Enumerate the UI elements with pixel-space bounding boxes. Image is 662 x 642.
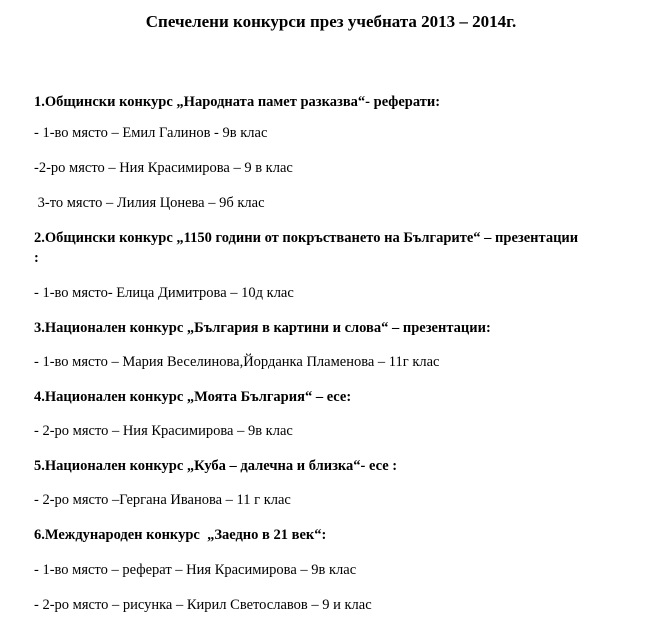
section-4-entry-1: - 2-ро място – Ния Красимирова – 9в клас — [34, 423, 293, 439]
section-2-heading: 2.Общински конкурс „1150 години от покръстването на Българите“ – презентации — [34, 230, 579, 246]
section-5-heading: 5.Национален конкурс „Куба – далечна и близка“- есе : — [34, 458, 398, 474]
section-6-heading: 6.Международен конкурс „Заедно в 21 век“: — [34, 527, 327, 543]
section-1-heading: 1.Общински конкурс „Народната памет разказва“- реферати: — [34, 94, 441, 110]
section-6-entry-1: - 1-во място – реферат – Ния Красимирова – 9в клас — [34, 562, 357, 578]
section-3-heading: 3.Национален конкурс „България в картини и слова“ – презентации: — [34, 320, 491, 336]
section-2-entry-1: - 1-во място- Елица Димитрова – 10д клас — [34, 285, 294, 301]
section-5-entry-1: - 2-ро място –Гергана Иванова – 11 г клас — [34, 492, 291, 508]
section-6-entry-2: - 2-ро място – рисунка – Кирил Светославов – 9 и клас — [34, 597, 372, 613]
section-2-heading-continuation: : — [34, 250, 39, 266]
document-title: Спечелени конкурси през учебната 2013 – 2014г. — [145, 12, 517, 31]
section-4-heading: 4.Национален конкурс „Моята България“ – есе: — [34, 389, 352, 405]
section-1-entry-3: 3-то място – Лилия Цонева – 9б клас — [34, 195, 265, 211]
section-1-entry-2: -2-ро място – Ния Красимирова – 9 в клас — [34, 160, 293, 176]
section-3-entry-1: - 1-во място – Мария Веселинова,Йорданка Пламенова – 11г клас — [34, 354, 440, 370]
section-1-entry-1: - 1-во място – Емил Галинов - 9в клас — [34, 125, 268, 141]
